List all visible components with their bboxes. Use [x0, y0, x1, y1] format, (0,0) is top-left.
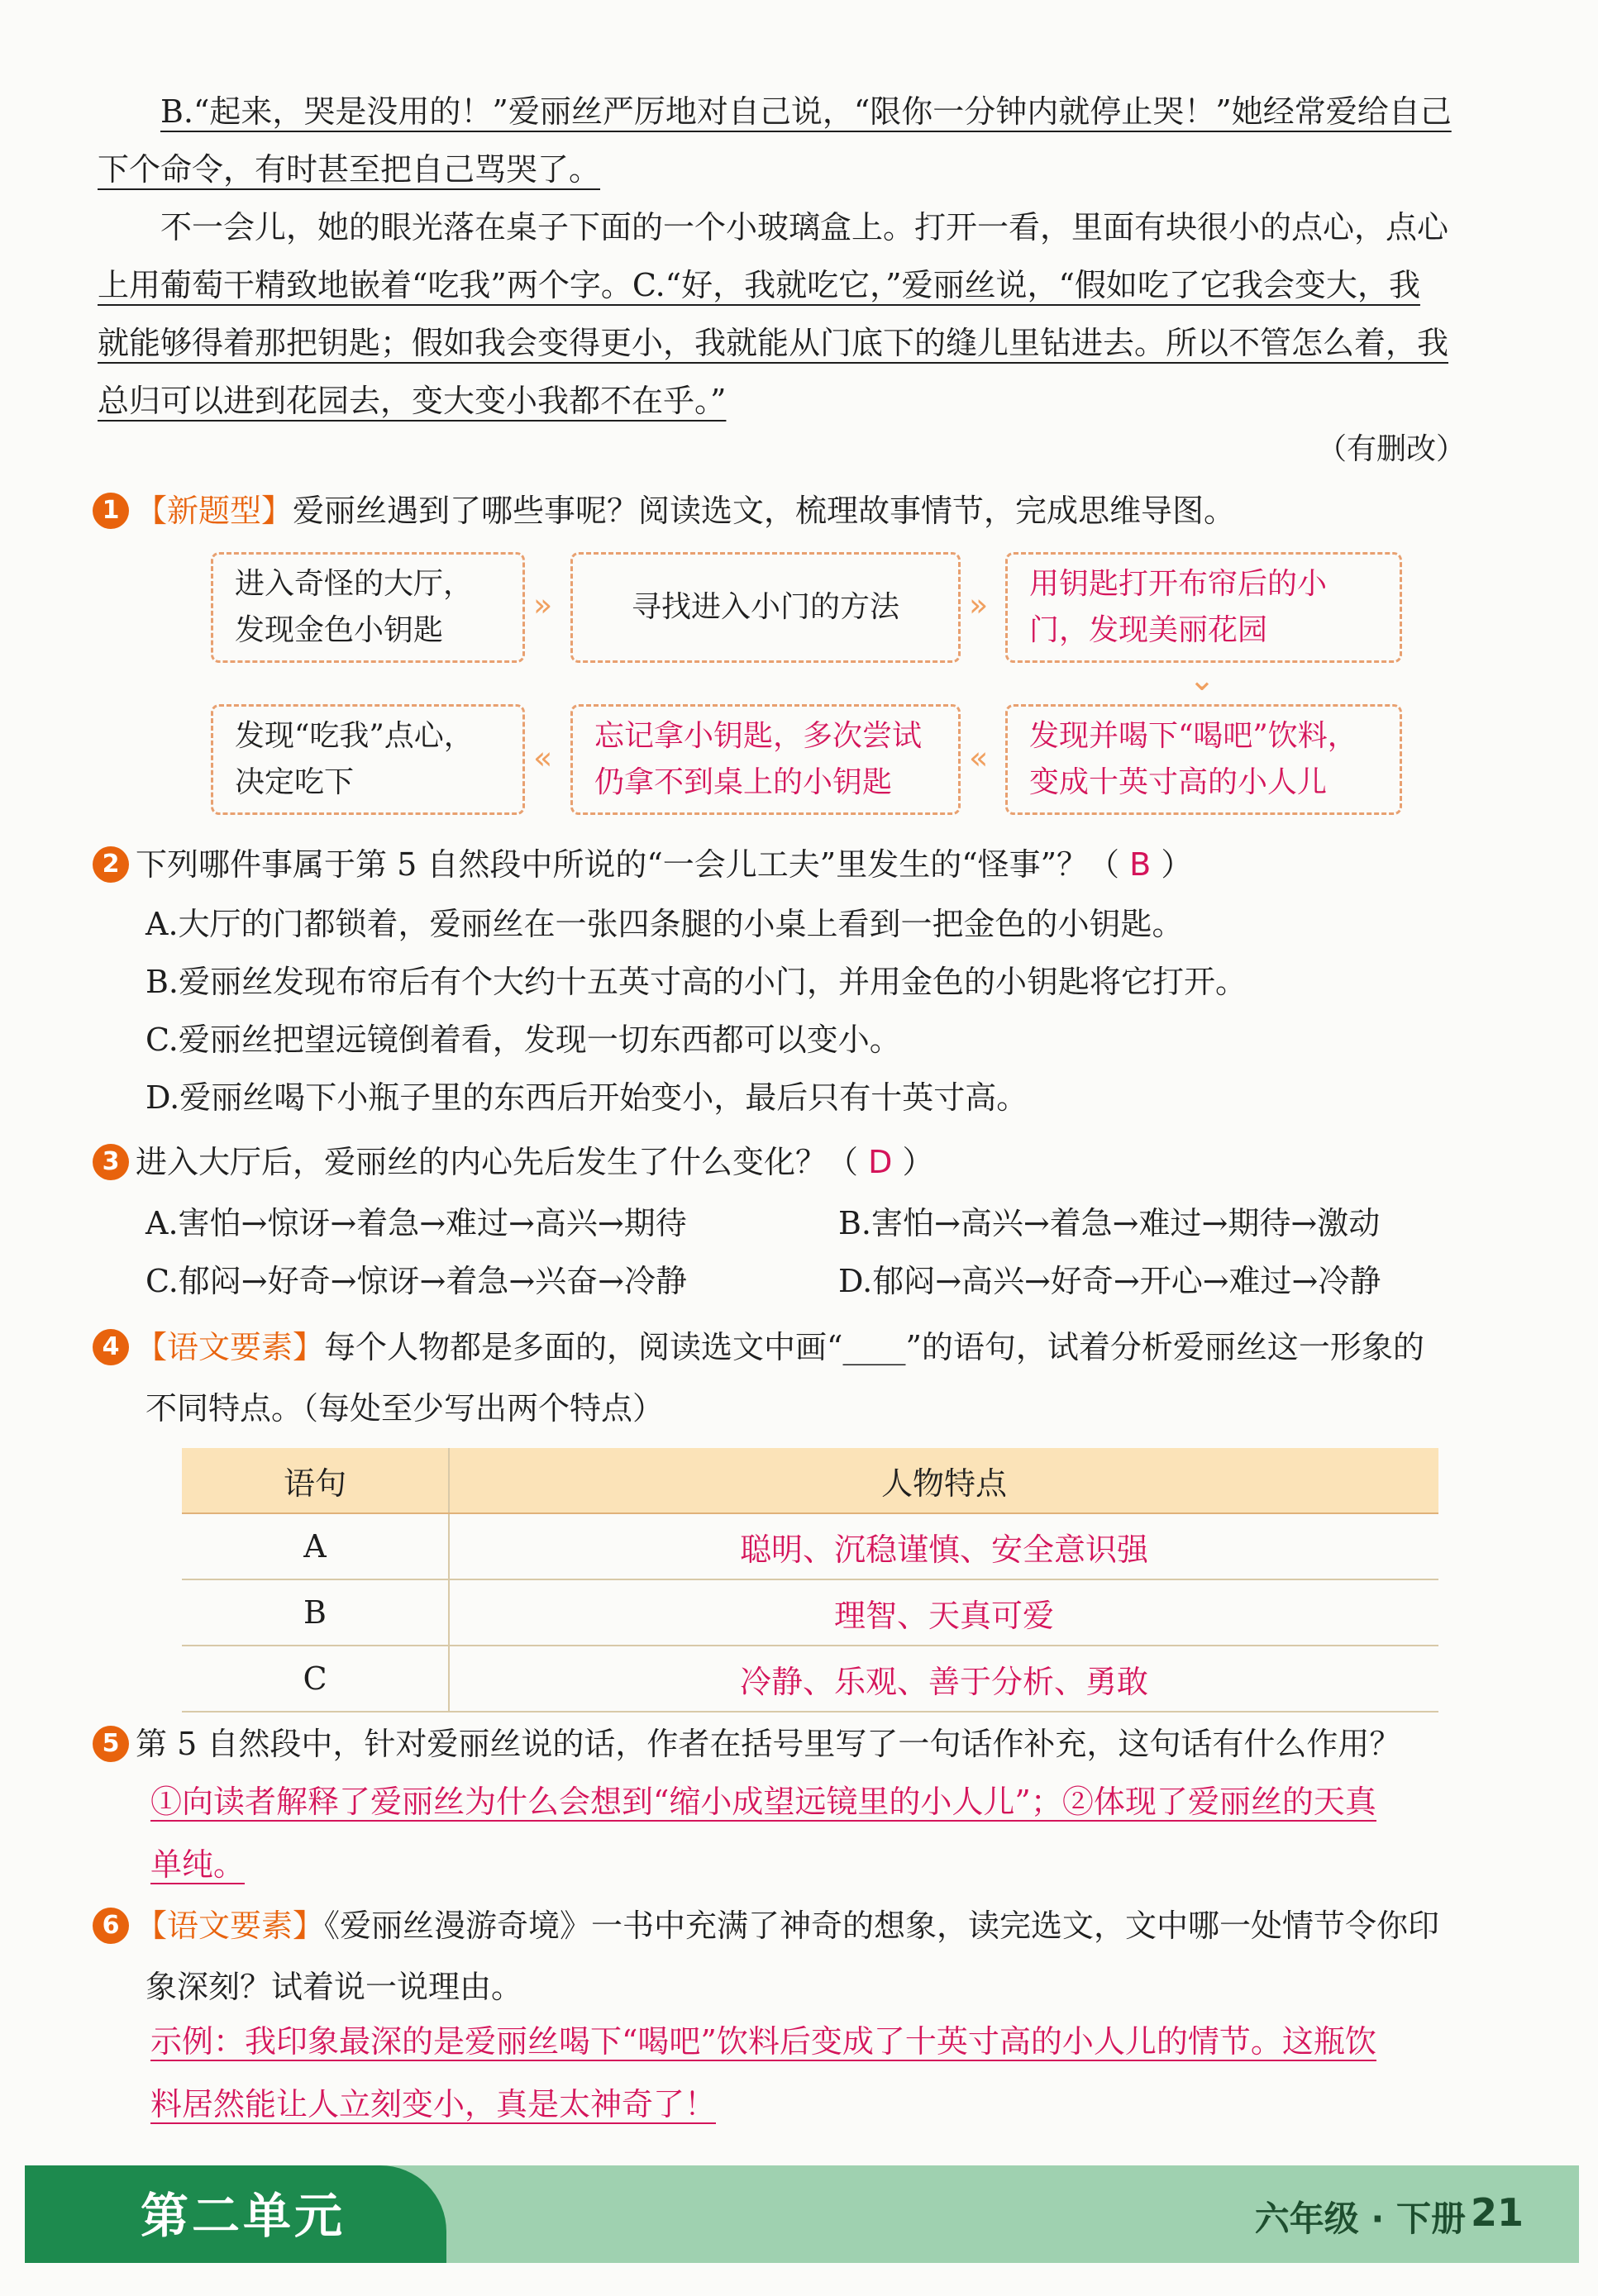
- question-2-close: ）: [1161, 846, 1193, 883]
- table-cell-label: C: [182, 1646, 449, 1712]
- passage-line-5: 就能够得着那把钥匙；假如我会变得更小，我就能从门底下的缝儿里钻进去。所以不管怎么着，我: [98, 325, 1449, 361]
- question-number-3: 3: [93, 1144, 129, 1180]
- question-6-text-2: 象深刻？试着说一说理由。: [145, 1969, 523, 2005]
- question-5-answer-line-1: [150, 1770, 1481, 1833]
- question-2: [93, 840, 1481, 889]
- grade-label: 六年级 · 下册: [1254, 2198, 1466, 2239]
- question-2-option-b: B.爱丽丝发现布帘后有个大约十五英寸高的小门，并用金色的小钥匙将它打开。: [145, 964, 1247, 1000]
- question-6-answer-line-2: [150, 2073, 1481, 2136]
- question-5-answer-2: 单纯。: [150, 1846, 246, 1883]
- question-6-tag: 【语文要素】: [136, 1908, 325, 1944]
- question-5-answer-line-2: [150, 1833, 1481, 1896]
- question-6-answer-line-1: [150, 2010, 1481, 2073]
- table-header-sentence: 语句: [182, 1448, 449, 1513]
- arrow-down-icon: ⌄: [1189, 661, 1215, 698]
- unit-title: 第二单元: [141, 2188, 346, 2244]
- question-2-option-a: A.大厅的门都锁着，爱丽丝在一张四条腿的小桌上看到一把金色的小钥匙。: [145, 906, 1184, 942]
- passage-line-4-text: 上用葡萄干精致地嵌着“吃我”两个字。C.“好，我就吃它，”爱丽丝说，“假如吃了它我会变大，我: [98, 267, 1420, 303]
- question-2-text: 下列哪件事属于第 5 自然段中所说的“一会儿工夫”里发生的“怪事”？（: [136, 846, 1120, 883]
- question-4-text-1: 每个人物都是多面的，阅读选文中画“____”的语句，试着分析爱丽丝这一形象的: [324, 1329, 1424, 1365]
- question-number-2: 2: [93, 846, 129, 883]
- question-6-answer-2: 料居然能让人立刻变小，真是太神奇了！: [150, 2086, 717, 2122]
- question-1: [93, 486, 1481, 536]
- character-table: [182, 1448, 1438, 1712]
- question-6: [93, 1901, 1481, 1951]
- table-cell-answer: 冷静、乐观、善于分析、勇敢: [449, 1646, 1438, 1712]
- mindmap-box-5: 忘记拿小钥匙，多次尝试仍拿不到桌上的小钥匙: [570, 704, 961, 815]
- table-header-row: [182, 1448, 1438, 1513]
- question-2-answer: B: [1129, 846, 1152, 883]
- mindmap-box-2: 寻找进入小门的方法: [570, 552, 961, 663]
- question-1-tag: 【新题型】: [136, 493, 293, 529]
- table-row: [182, 1646, 1438, 1712]
- question-5-answer-1: ①向读者解释了爱丽丝为什么会想到“缩小成望远镜里的小人儿”；②体现了爱丽丝的天真: [150, 1784, 1376, 1820]
- question-2-option-d: D.爱丽丝喝下小瓶子里的东西后开始变小，最后只有十英寸高。: [145, 1079, 1028, 1116]
- passage-line-2-text: 下个命令，有时甚至把自己骂哭了。: [98, 151, 601, 188]
- question-4-text-2: 不同特点。（每处至少写出两个特点）: [145, 1390, 665, 1427]
- passage-line-6-text: 总归可以进到花园去，变大变小我都不在乎。”: [98, 383, 727, 419]
- question-3-option-c: C.郁闷→好奇→惊讶→着急→兴奋→冷静: [145, 1263, 688, 1299]
- arrow-left-icon: «: [533, 740, 553, 776]
- question-3: [93, 1137, 1481, 1187]
- question-5-text: 第 5 自然段中，针对爱丽丝说的话，作者在括号里写了一句话作补充，这句话有什么作用？: [136, 1726, 1401, 1762]
- question-3-text: 进入大厅后，爱丽丝的内心先后发生了什么变化？（: [136, 1144, 859, 1180]
- question-number-5: 5: [93, 1726, 129, 1762]
- mindmap-box-4: 发现“吃我”点心，决定吃下: [211, 704, 525, 815]
- passage-line-6: [98, 372, 1470, 430]
- passage-line-3: 不一会儿，她的眼光落在桌子下面的一个小玻璃盒上。打开一看，里面有块很小的点心，点心: [160, 209, 1449, 245]
- question-3-answer: D: [868, 1144, 893, 1180]
- source-note: （有删改）: [1316, 432, 1466, 466]
- question-4: [93, 1322, 1481, 1372]
- passage-line-1: B.“起来，哭是没用的！”爱丽丝严厉地对自己说，“限你一分钟内就停止哭！”她经常爱给自己: [160, 93, 1452, 130]
- question-5: [93, 1719, 1481, 1769]
- question-3-option-d: D.郁闷→高兴→好奇→开心→难过→冷静: [838, 1263, 1381, 1299]
- table-cell-label: B: [182, 1579, 449, 1646]
- question-4-tag: 【语文要素】: [136, 1329, 325, 1365]
- question-1-text: 爱丽丝遇到了哪些事呢？阅读选文，梳理故事情节，完成思维导图。: [293, 493, 1236, 529]
- table-row: [182, 1579, 1438, 1646]
- passage-line-2: [98, 141, 1470, 198]
- arrow-right-icon: »: [969, 587, 989, 623]
- question-number-1: 1: [93, 493, 129, 529]
- table-cell-answer: 聪明、沉稳谨慎、安全意识强: [449, 1513, 1438, 1579]
- table-header-trait: 人物特点: [449, 1448, 1438, 1513]
- mindmap-box-6: 发现并喝下“喝吧”饮料，变成十英寸高的小人儿: [1005, 704, 1402, 815]
- question-number-6: 6: [93, 1908, 129, 1944]
- table-cell-label: A: [182, 1513, 449, 1579]
- question-6-text-1: 《爱丽丝漫游奇境》一书中充满了神奇的想象，读完选文，文中哪一处情节令你印: [324, 1908, 1440, 1944]
- arrow-right-icon: »: [533, 587, 553, 623]
- table-cell-answer: 理智、天真可爱: [449, 1579, 1438, 1646]
- question-3-option-a: A.害怕→惊讶→着急→难过→高兴→期待: [145, 1205, 687, 1241]
- question-number-4: 4: [93, 1329, 129, 1365]
- mindmap-box-1: 进入奇怪的大厅，发现金色小钥匙: [211, 552, 525, 663]
- table-row: [182, 1513, 1438, 1579]
- question-3-close: ）: [902, 1144, 934, 1180]
- question-6-answer-1: 示例：我印象最深的是爱丽丝喝下“喝吧”饮料后变成了十英寸高的小人儿的情节。这瓶饮: [150, 2023, 1376, 2060]
- page-number: 21: [1470, 2190, 1524, 2235]
- question-3-option-b: B.害怕→高兴→着急→难过→期待→激动: [838, 1205, 1381, 1241]
- question-2-option-c: C.爱丽丝把望远镜倒着看，发现一切东西都可以变小。: [145, 1022, 901, 1058]
- mindmap-box-3: 用钥匙打开布帘后的小门，发现美丽花园: [1005, 552, 1402, 663]
- passage-line-4: [98, 256, 1470, 314]
- arrow-left-icon: «: [969, 740, 989, 776]
